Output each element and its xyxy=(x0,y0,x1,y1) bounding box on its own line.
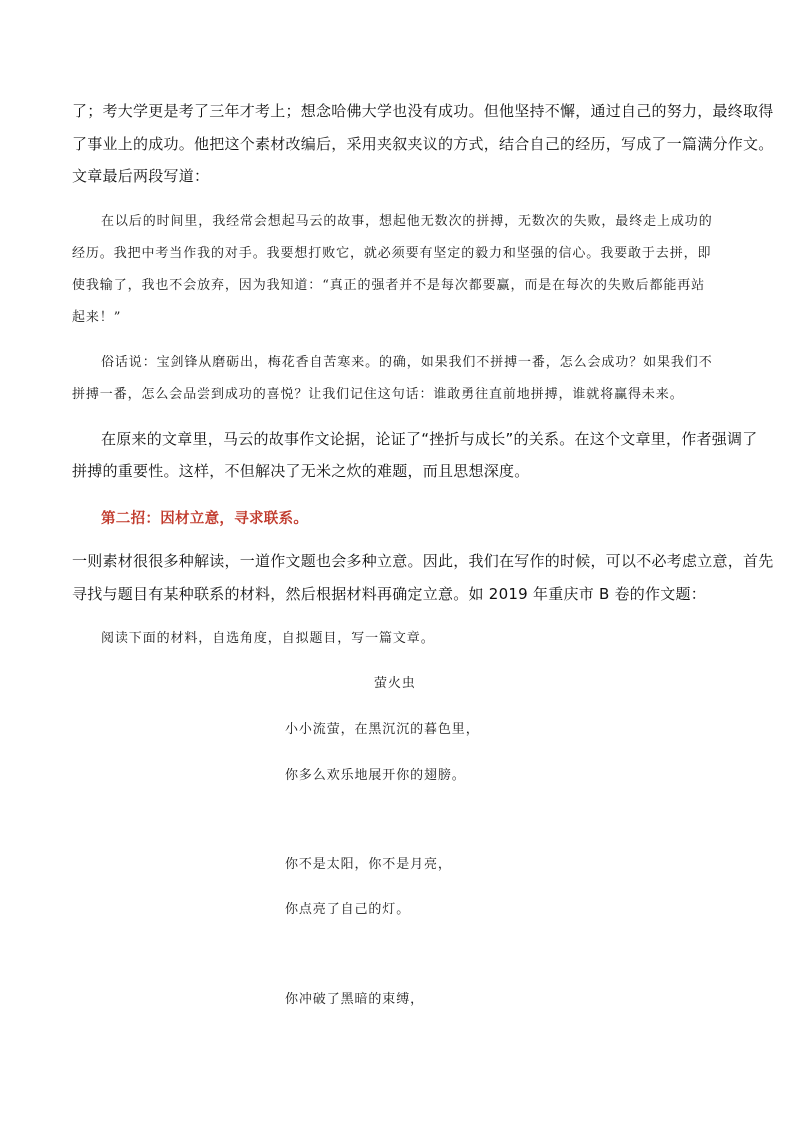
poem-line: 小小流萤，在黑沉沉的暮色里， xyxy=(285,722,480,737)
essay-prompt: 阅读下面的材料，自选角度，自拟题目，写一篇文章。 xyxy=(101,631,435,646)
poem-line: 你点亮了自己的灯。 xyxy=(285,902,411,917)
poem-title: 萤火虫 xyxy=(374,676,416,691)
paragraph-line: 拼搏的重要性。这样，不但解决了无米之炊的难题，而且思想深度。 xyxy=(72,462,530,480)
quote-line: 使我输了，我也不会放弃，因为我知道：“真正的强者并不是每次都要赢，而是在每次的失败后都能再站 xyxy=(72,278,706,293)
poem-line: 你多么欢乐地展开你的翅膀。 xyxy=(285,768,466,783)
quote-line: 俗话说：宝剑锋从磨砺出，梅花香自苦寒来。的确，如果我们不拼搏一番，怎么会成功？如果我们不 xyxy=(101,355,713,370)
paragraph-line: 文章最后两段写道： xyxy=(72,167,210,185)
poem-line: 你不是太阳，你不是月亮， xyxy=(285,857,452,872)
paragraph-line: 了；考大学更是考了三年才考上；想念哈佛大学也没有成功。但他坚持不懈，通过自己的努力，最终取得 xyxy=(72,102,774,120)
paragraph-line: 寻找与题目有某种联系的材料，然后根据材料再确定立意。如 2019 年重庆市 B 卷的作文题： xyxy=(72,585,707,603)
section-heading: 第二招：因材立意，寻求联系。 xyxy=(101,511,309,527)
paragraph-line: 在原来的文章里，马云的故事作文论据，论证了“挫折与成长”的关系。在这个文章里，作者强调了 xyxy=(101,430,758,448)
paragraph-line: 了事业上的成功。他把这个素材改编后，采用夹叙夹议的方式，结合自己的经历，写成了一篇满分作文。 xyxy=(72,135,774,153)
quote-line: 拼搏一番，怎么会品尝到成功的喜悦？让我们记住这句话：谁敢勇往直前地拼搏，谁就将赢得未来。 xyxy=(72,387,684,402)
quote-line: 起来！” xyxy=(72,310,122,325)
poem-line: 你冲破了黑暗的束缚， xyxy=(285,992,425,1007)
quote-line: 经历。我把中考当作我的对手。我要想打败它，就必须要有坚定的毅力和坚强的信心。我要敢于去拼，即 xyxy=(72,246,712,261)
paragraph-line: 一则素材很很多种解读，一道作文题也会多种立意。因此，我们在写作的时候，可以不必考虑立意，首先 xyxy=(72,552,774,570)
quote-line: 在以后的时间里，我经常会想起马云的故事，想起他无数次的拼搏，无数次的失败，最终走上成功的 xyxy=(101,214,713,229)
